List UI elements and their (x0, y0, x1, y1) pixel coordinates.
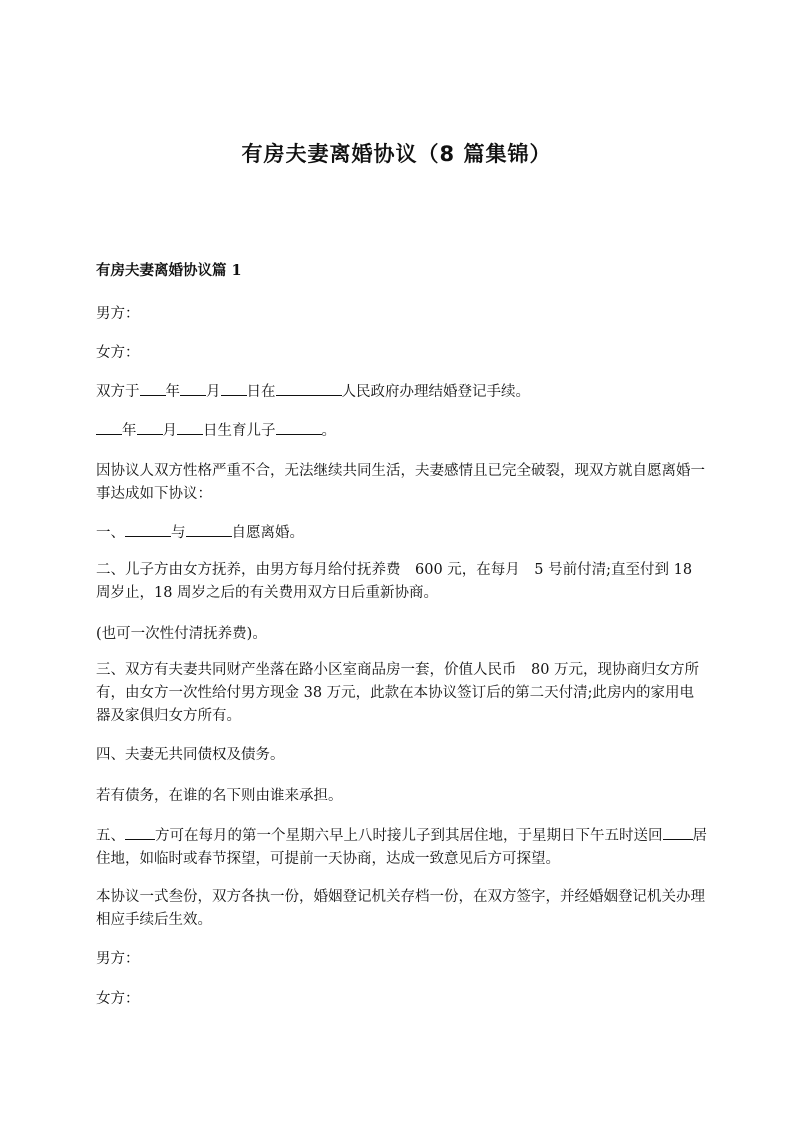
section-heading: 有房夫妻离婚协议篇 1 (96, 262, 242, 279)
clause-one (96, 522, 708, 545)
marriage-year: 年 (165, 384, 180, 400)
clause-five (96, 825, 708, 871)
man-line: 男方： (96, 306, 140, 322)
blank-month (137, 420, 163, 435)
birth-month: 月 (162, 423, 177, 439)
blank-party-a (125, 522, 171, 537)
signature-woman: 女方： (96, 991, 140, 1007)
clause-one-mid: 与 (171, 525, 186, 541)
clause-two: 二、儿子方由女方抚养，由男方每月给付抚养费 600 元，在每月 5 号前付清;直至付到 18 周岁止，18 周岁之后的有关费用双方日后重新协商。 (96, 562, 693, 601)
marriage-registration-line (96, 381, 708, 404)
marriage-suffix: 人民政府办理结婚登记手续。 (341, 384, 530, 400)
debt-line: 若有债务，在谁的名下则由谁来承担。 (96, 788, 343, 804)
woman-line: 女方： (96, 345, 140, 361)
marriage-prefix: 双方于 (96, 384, 140, 400)
blank-party (125, 825, 155, 840)
birth-end: 。 (321, 423, 336, 439)
clause-three: 三、双方有夫妻共同财产坐落在路小区室商品房一套，价值人民币 80 万元，现协商归女方所有，由女方一次性给付男方现金 38 万元，此款在本协议签订后的第二天付清;此房内的家用电器及家俱归女方所有。 (96, 662, 700, 724)
blank-year (96, 420, 122, 435)
clause-five-text2: 居住地，如临时或春节探望，可提前一天协商，达成一致意见后方可探望。 (96, 828, 707, 867)
blank-party-b (186, 522, 232, 537)
clause-four: 四、夫妻无共同债权及债务。 (96, 747, 285, 763)
blank-month (180, 381, 206, 396)
clause-five-prefix: 五、 (96, 828, 125, 844)
marriage-month: 月 (206, 384, 221, 400)
clause-two-note: (也可一次性付清抚养费)。 (96, 626, 267, 642)
birth-year: 年 (122, 423, 137, 439)
clause-five-text1: 方可在每月的第一个星期六早上八时接儿子到其居住地，于星期日下午五时送回 (155, 828, 663, 844)
blank-party (663, 825, 693, 840)
clause-one-suffix: 自愿离婚。 (231, 525, 304, 541)
clause-one-prefix: 一、 (96, 525, 125, 541)
reason-paragraph: 因协议人双方性格严重不合，无法继续共同生活，夫妻感情且已完全破裂，现双方就自愿离婚一事达成如下协议： (96, 463, 705, 502)
document-title: 有房夫妻离婚协议（8 篇集锦） (241, 142, 552, 166)
blank-day (177, 420, 203, 435)
birth-line (96, 420, 708, 443)
blank-day (221, 381, 247, 396)
blank-name (276, 420, 322, 435)
signature-man: 男方： (96, 951, 140, 967)
birth-suffix: 日生育儿子 (203, 423, 276, 439)
marriage-day: 日在 (246, 384, 276, 400)
blank-place (276, 381, 342, 396)
copies-paragraph: 本协议一式叁份，双方各执一份，婚姻登记机关存档一份，在双方签字，并经婚姻登记机关办理相应手续后生效。 (96, 889, 705, 928)
blank-year (140, 381, 166, 396)
